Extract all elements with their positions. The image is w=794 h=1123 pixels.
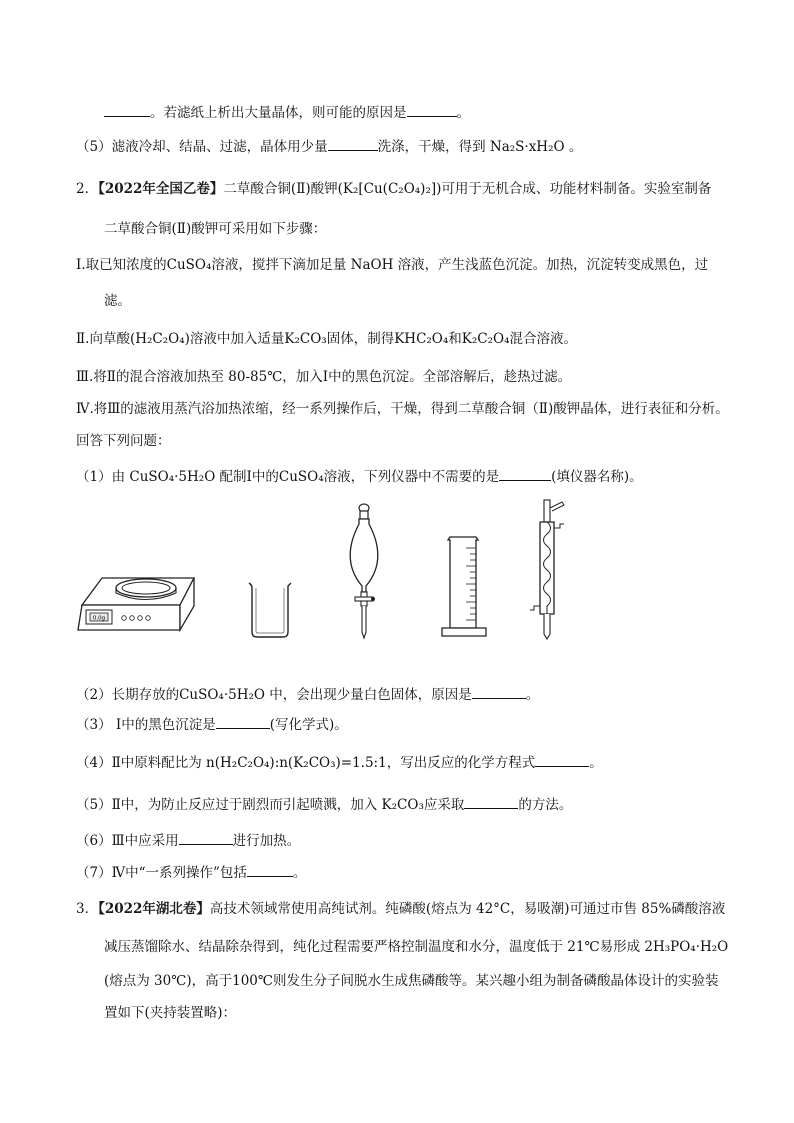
condenser-icon	[528, 498, 572, 642]
balance-display: 0.0g	[92, 615, 106, 622]
line-4: 二草酸合铜(Ⅱ)酸钾可采用如下步骤：	[104, 221, 327, 237]
text: （4）Ⅱ中原料配比为 n(H₂C₂O₄):n(K₂CO₃)=1.5:1，写出反应的化学方程式	[76, 755, 536, 771]
text: (写化学式)。	[269, 717, 348, 733]
graduated-cylinder-icon	[440, 534, 488, 642]
question-1	[76, 468, 643, 486]
text: 。若滤纸上析出大量晶体，则可能的原因是	[150, 105, 407, 121]
answer-blank[interactable]	[104, 104, 150, 117]
text: 的方法。	[518, 797, 573, 813]
question-6	[76, 832, 300, 850]
step-4: Ⅳ.将Ⅲ的滤液用蒸汽浴加热浓缩，经一系列操作后，干燥，得到二草酸合铜（Ⅱ)酸钾晶体，进行表征和分析。	[76, 401, 729, 417]
answer-blank[interactable]	[464, 796, 518, 809]
text: 进行加热。	[232, 833, 301, 849]
answer-blank[interactable]	[179, 832, 233, 845]
text: 。	[589, 755, 603, 771]
problem-3-header	[76, 900, 725, 918]
text: 洗涤，干燥，得到 Na₂S·xH₂O 。	[377, 139, 583, 155]
step-3: Ⅲ.将Ⅱ的混合溶液加热至 80-85℃，加入Ⅰ中的黑色沉淀。全部溶解后，趁热过滤。	[76, 369, 572, 385]
problem-3-line-4: 置如下(夹持装置略)：	[104, 1005, 237, 1021]
question-2	[76, 686, 539, 704]
answer-blank[interactable]	[247, 864, 293, 877]
step-1-cont: 滤。	[104, 293, 131, 309]
answer-blank[interactable]	[328, 138, 378, 151]
answer-blank[interactable]	[407, 104, 457, 117]
text: （7）Ⅳ中“一系列操作”包括	[76, 865, 247, 881]
text: 。	[292, 865, 307, 881]
text: （6）Ⅲ中应采用	[76, 833, 179, 849]
beaker-icon	[246, 580, 294, 640]
question-3	[76, 716, 348, 734]
line-2	[76, 138, 582, 156]
problem-number: 3．	[76, 901, 99, 917]
answer-blank[interactable]	[472, 686, 526, 699]
answer-blank[interactable]	[499, 468, 551, 481]
problem-2-header	[76, 180, 711, 198]
electronic-balance-icon	[72, 560, 198, 642]
text: （5）滤液冷却、结晶、过滤，晶体用少量	[76, 139, 328, 155]
source-tag: 【2022年全国乙卷】	[98, 181, 224, 197]
step-1: Ⅰ.取已知浓度的CuSO₄溶液，搅拌下滴加足量 NaOH 溶液，产生浅蓝色沉淀。加热，沉淀转变成黑色，过	[76, 257, 709, 273]
text: 。	[525, 687, 540, 703]
question-4	[76, 754, 603, 772]
prompt: 回答下列问题：	[76, 433, 171, 449]
question-5	[76, 796, 572, 814]
text: 。	[456, 105, 470, 121]
problem-number: 2．	[76, 181, 99, 197]
text: （2）长期存放的CuSO₄·5H₂O 中，会出现少量白色固体，原因是	[76, 687, 472, 703]
text: 二草酸合铜(Ⅱ)酸钾(K₂[Cu(C₂O₄)₂])可用于无机合成、功能材料制备。实验室制备	[223, 181, 712, 197]
line-1	[104, 104, 470, 122]
text: （5）Ⅱ中，为防止反应过于剧烈而引起喷溅，加入 K₂CO₃应采取	[76, 797, 465, 813]
answer-blank[interactable]	[535, 754, 589, 767]
problem-3-line-3: (熔点为 30℃)，高于100℃则发生分子间脱水生成焦磷酸等。某兴趣小组为制备磷酸晶体设计的实验装	[104, 973, 719, 989]
step-2: Ⅱ.向草酸(H₂C₂O₄)溶液中加入适量K₂CO₃固体，制得KHC₂O₄和K₂C₂O₄混合溶液。	[76, 331, 578, 347]
separatory-funnel-icon	[336, 500, 392, 640]
problem-3-line-2: 减压蒸馏除水、结晶除杂得到，纯化过程需要严格控制温度和水分，温度低于 21℃易形成 2H₃PO₄·H₂O	[104, 939, 729, 955]
question-7	[76, 864, 306, 882]
text: 高技术领域常使用高纯试剂。纯磷酸(熔点为 42°C，易吸潮)可通过市售 85%磷酸溶液	[209, 901, 726, 917]
text: （1）由 CuSO₄·5H₂O 配制Ⅰ中的CuSO₄溶液，下列仪器中不需要的是	[76, 469, 500, 485]
answer-blank[interactable]	[216, 716, 270, 729]
text: （3） Ⅰ中的黑色沉淀是	[76, 717, 216, 733]
text: (填仪器名称)。	[551, 469, 643, 485]
source-tag: 【2022年湖北卷】	[98, 901, 210, 917]
